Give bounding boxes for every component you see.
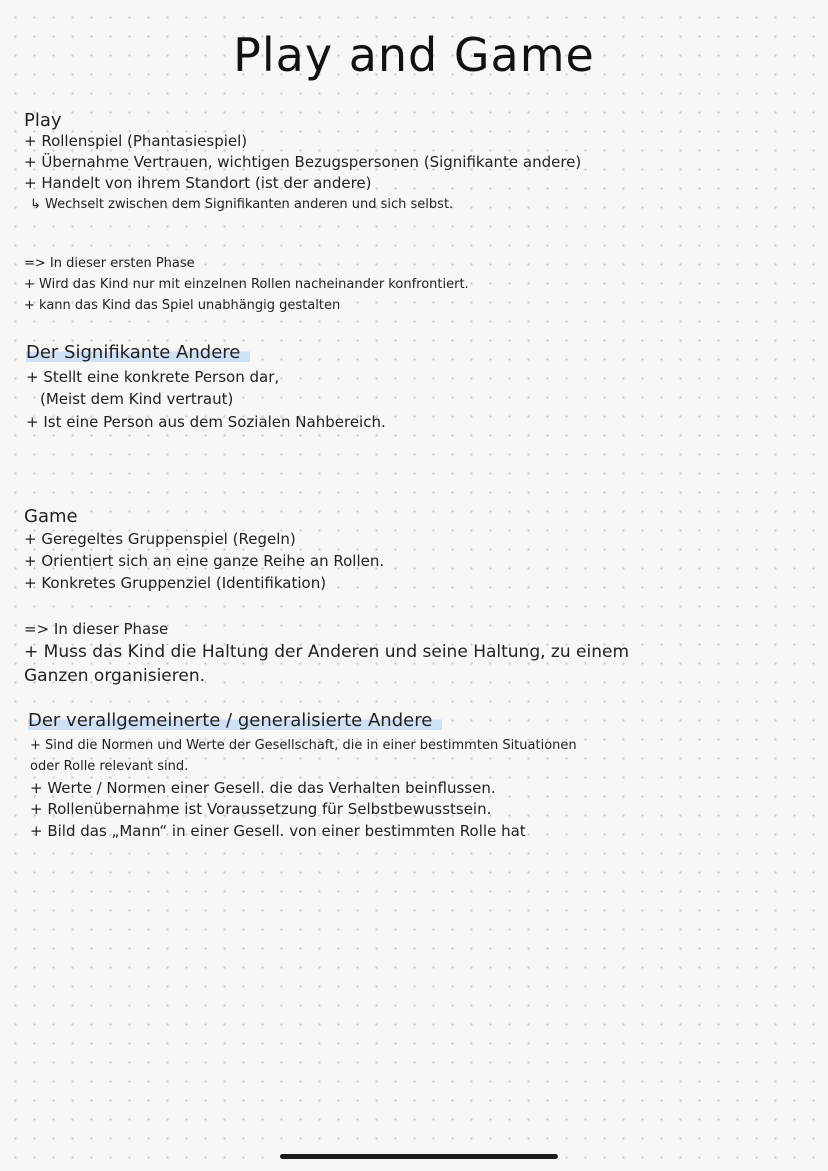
significant-other-heading-text: Der Signifikante Andere (26, 342, 250, 363)
game-phase-line-1: + Muss das Kind die Haltung der Anderen und seine Haltung, zu einem (24, 642, 630, 662)
significant-other-line-3: + Ist eine Person aus dem Sozialen Nahbereich. (26, 413, 386, 431)
game-phase-heading: => In dieser Phase (24, 620, 169, 638)
play-line-1: + Rollenspiel (Phantasiespiel) (24, 132, 248, 150)
generalized-other-line-2: oder Rolle relevant sind. (30, 759, 189, 774)
generalized-other-heading (28, 710, 442, 732)
game-line-1: + Geregeltes Gruppenspiel (Regeln) (24, 530, 296, 548)
play-heading: Play (24, 110, 62, 131)
generalized-other-line-1: + Sind die Normen und Werte der Gesellschaft, die in einer bestimmten Situationen (30, 738, 577, 753)
game-line-2: + Orientiert sich an eine ganze Reihe an Rollen. (24, 552, 385, 570)
generalized-other-heading-text: Der verallgemeinerte / generalisierte Andere (28, 710, 442, 731)
play-line-3: + Handelt von ihrem Standort (ist der andere) (24, 174, 372, 192)
page-title: Play and Game (233, 28, 595, 82)
game-phase-line-2: Ganzen organisieren. (24, 666, 206, 686)
generalized-other-line-3: + Werte / Normen einer Gesell. die das Verhalten beinflussen. (30, 779, 496, 797)
play-phase-heading: => In dieser ersten Phase (24, 256, 195, 271)
generalized-other-line-4: + Rollenübernahme ist Voraussetzung für Selbstbewusstsein. (30, 800, 492, 818)
play-line-2: + Übernahme Vertrauen, wichtigen Bezugspersonen (Signifikante andere) (24, 153, 582, 171)
play-phase-line-1: + Wird das Kind nur mit einzelnen Rollen nacheinander konfrontiert. (24, 277, 469, 292)
game-heading: Game (24, 506, 78, 527)
significant-other-line-1: + Stellt eine konkrete Person dar, (26, 368, 280, 386)
play-phase-line-2: + kann das Kind das Spiel unabhängig gestalten (24, 298, 341, 313)
play-line-4: ↳ Wechselt zwischen dem Signifikanten anderen und sich selbst. (30, 197, 454, 212)
game-line-3: + Konkretes Gruppenziel (Identifikation) (24, 574, 327, 592)
significant-other-line-2: (Meist dem Kind vertraut) (40, 390, 234, 408)
generalized-other-line-5: + Bild das „Mann“ in einer Gesell. von einer bestimmten Rolle hat (30, 822, 526, 840)
home-indicator[interactable] (280, 1154, 558, 1159)
significant-other-heading (26, 342, 250, 364)
